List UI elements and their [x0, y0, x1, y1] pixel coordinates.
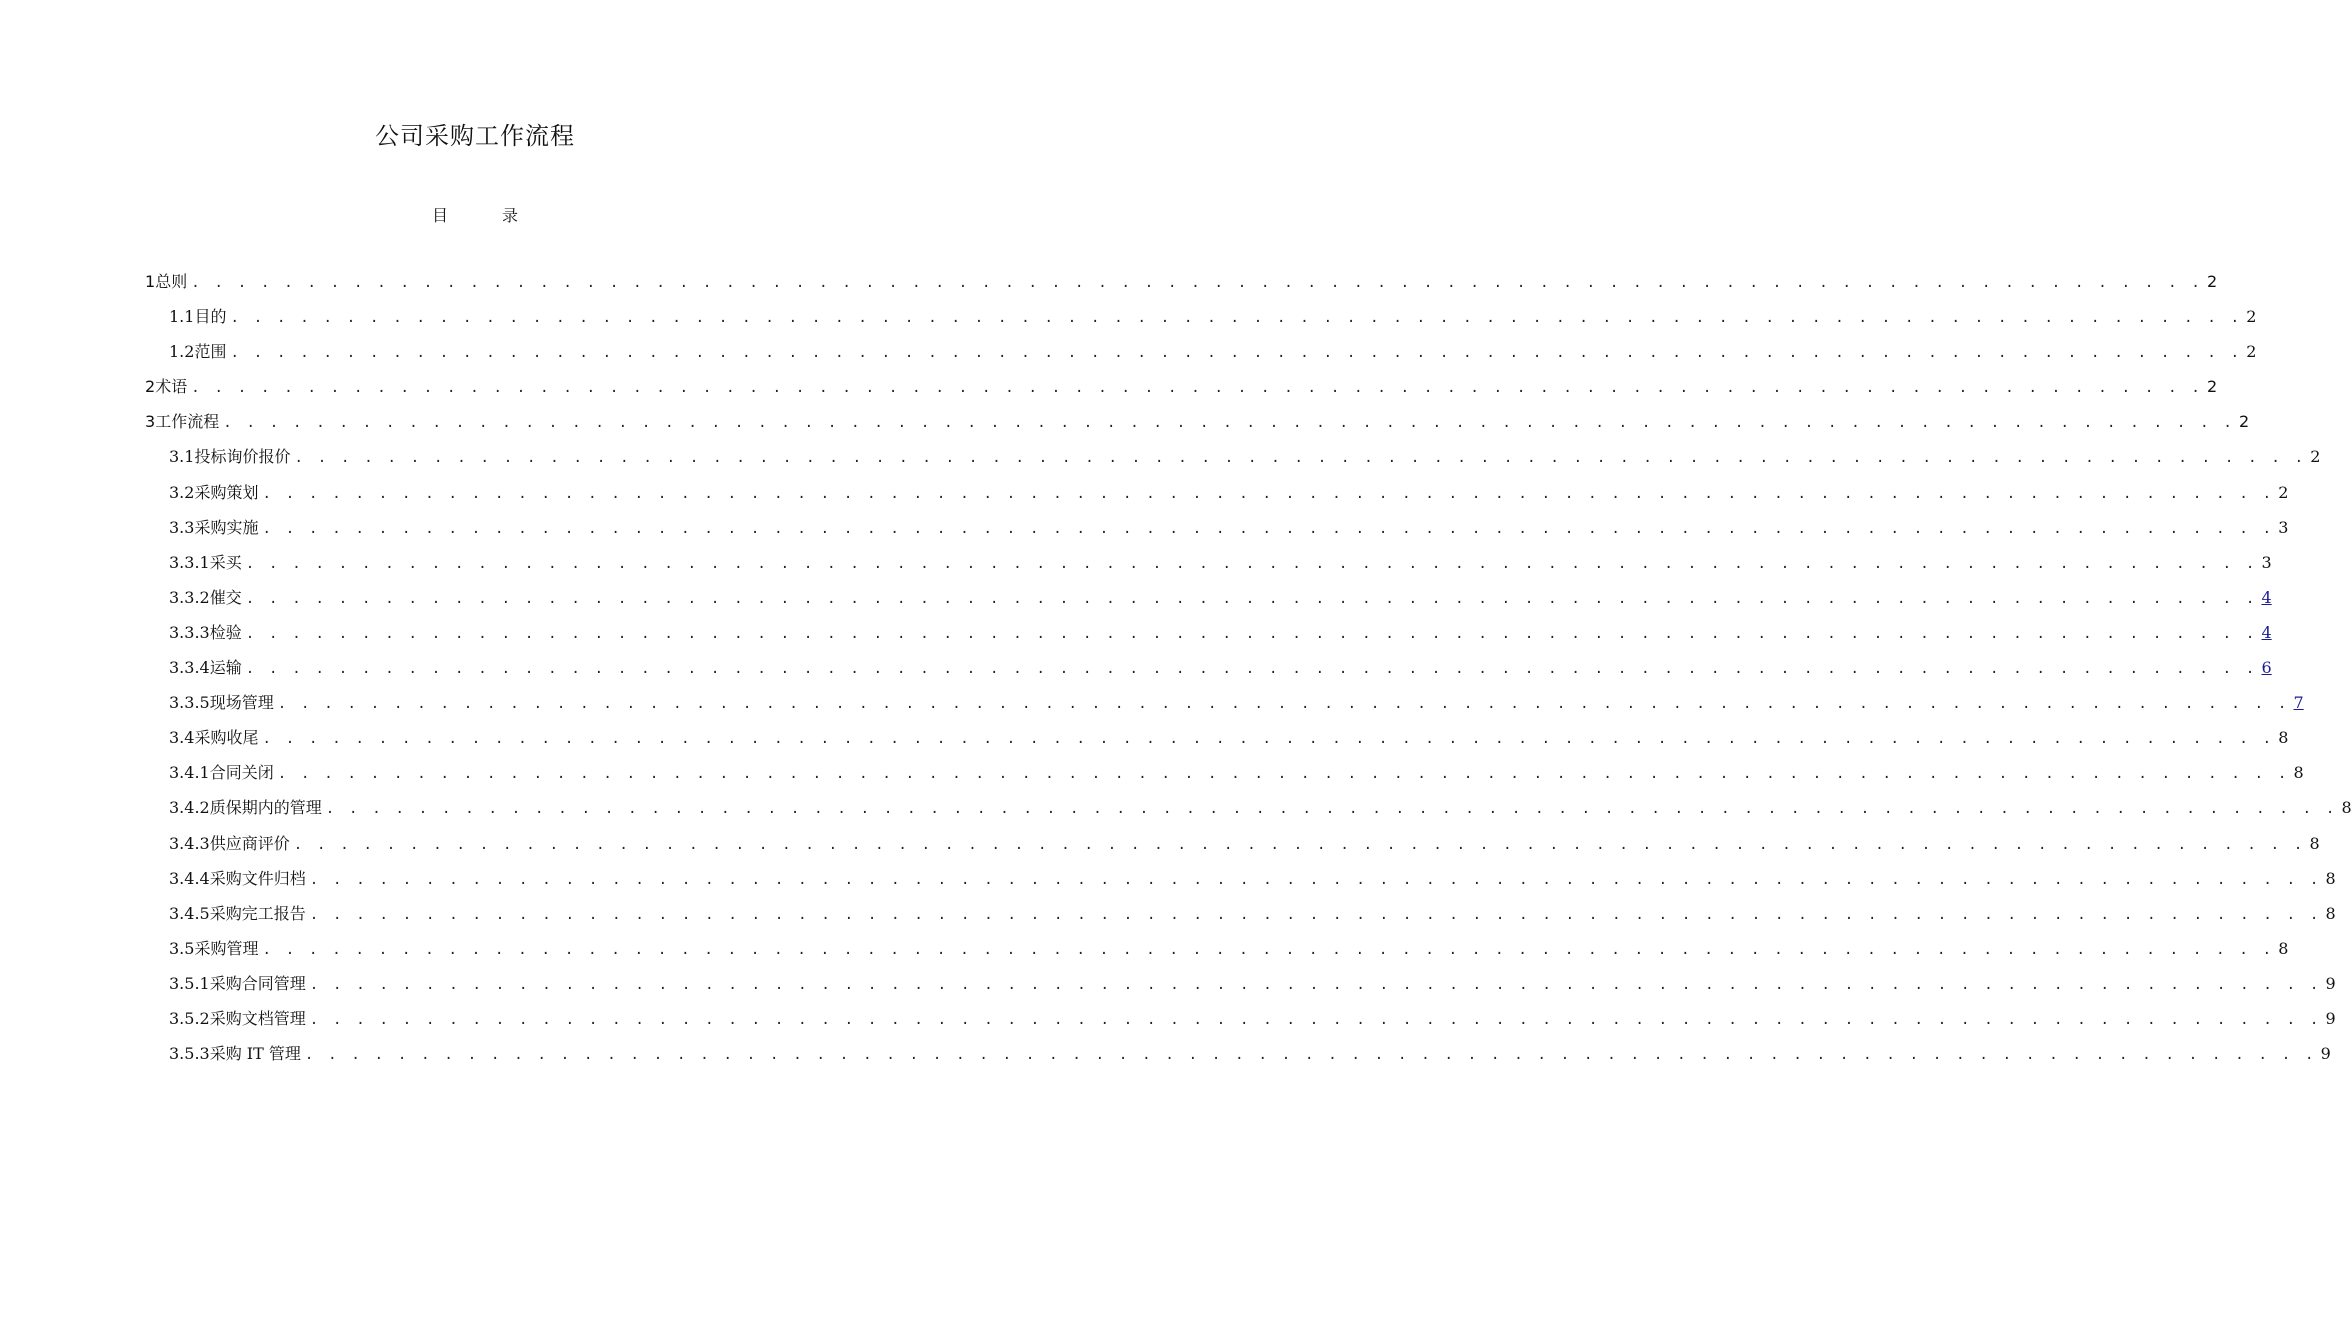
toc-heading	[0, 203, 950, 226]
toc-page-number: 9	[2325, 973, 2336, 993]
toc-page-number: 9	[2325, 1008, 2336, 1028]
toc-entry-label: 合同关闭	[209, 763, 274, 783]
toc-leader-dots: . . . . . . . . . . . . . . . . . . . . . . . . . . . . . . . . . . . . . . . . . . . . . . . . . . . . . . . . . . . . . . . . . . . . . . . . . . . . . . . . . . . . . . .	[309, 976, 2322, 993]
toc-entry-label: 质保期内的管理	[209, 798, 322, 818]
toc-page-number: 8	[2309, 833, 2320, 853]
toc-page-number: 8	[2325, 868, 2336, 888]
toc-entry-number: 3	[145, 412, 156, 432]
toc-entry[interactable]	[145, 1036, 2331, 1071]
toc-entry-label: 现场管理	[209, 693, 274, 713]
toc-entry[interactable]	[145, 896, 2336, 931]
toc-leader-dots: . . . . . . . . . . . . . . . . . . . . . . . . . . . . . . . . . . . . . . . . . . . . . . . . . . . . . . . . . . . . . . . . . . . . . . . . . . . . . . . . . . . . . . .	[325, 801, 2338, 818]
toc-entry-label: 采购实施	[194, 517, 259, 537]
toc-entry-label: 采购策划	[194, 482, 259, 502]
toc-page-number: 8	[2278, 728, 2289, 748]
toc-entry-number: 1	[145, 272, 156, 291]
toc-leader-dots: . . . . . . . . . . . . . . . . . . . . . . . . . . . . . . . . . . . . . . . . . . . . . . . . . . . . . . . . . . . . . . . . . . . . . . . . . . . . . . . . . . . . . . .	[309, 1011, 2322, 1028]
toc-entry-number: 3.4.3	[169, 833, 210, 853]
toc-page-number: 2	[2206, 272, 2218, 291]
toc-leader-dots: . . . . . . . . . . . . . . . . . . . . . . . . . . . . . . . . . . . . . . . . . . . . . . . . . . . . . . . . . . . . . . . . . . . . . . . . . . . . . . . . . . . . . . .	[245, 555, 2258, 572]
toc-entry-label: 采购文件归档	[209, 868, 306, 888]
toc-leader-dots: . . . . . . . . . . . . . . . . . . . . . . . . . . . . . . . . . . . . . . . . . . . . . . . . . . . . . . . . . . . . . . . . . . . . . . . . . . . . . . . . . . . . . . .	[277, 766, 2290, 783]
toc-leader-dots: . . . . . . . . . . . . . . . . . . . . . . . . . . . . . . . . . . . . . . . . . . . . . . . . . . . . . . . . . . . . . . . . . . . . . . . . . . . . . . . . . . . . . . .	[304, 1047, 2317, 1064]
toc-entry-label: 投标询价报价	[194, 447, 291, 467]
toc-entry-label: 采购管理	[194, 938, 259, 958]
toc-leader-dots: . . . . . . . . . . . . . . . . . . . . . . . . . . . . . . . . . . . . . . . . . . . . . . . . . . . . . . . . . . . . . . . . . . . . . . . . . . . . . . . . . . . . . . .	[262, 941, 2275, 958]
toc-leader-dots: . . . . . . . . . . . . . . . . . . . . . . . . . . . . . . . . . . . . . . . . . . . . . . . . . . . . . . . . . . . . . . . . . . . . . . . . . . . . . . . . . . . . . . .	[294, 450, 2307, 467]
toc-entry-number: 3.4.4	[169, 868, 210, 888]
toc-page-number: 2	[2246, 342, 2257, 362]
toc-entry-number: 3.3	[169, 517, 195, 537]
toc-entry-label: 采购文档管理	[209, 1008, 306, 1028]
toc-entry-label: 术语	[155, 377, 188, 397]
table-of-contents	[145, 264, 2352, 1071]
toc-entry-number: 3.4.5	[169, 903, 210, 923]
toc-entry-number: 3.3.3	[169, 622, 210, 642]
toc-leader-dots: . . . . . . . . . . . . . . . . . . . . . . . . . . . . . . . . . . . . . . . . . . . . . . . . . . . . . . . . . . . . . . . . . . . . . . . . . . . . . . . . . . . . . . .	[230, 345, 2243, 362]
toc-entry-label: 运输	[209, 658, 242, 678]
toc-page-number: 3	[2278, 517, 2289, 537]
toc-entry-number: 3.1	[169, 447, 195, 467]
toc-entry[interactable]	[145, 334, 2257, 369]
toc-entry-number: 3.3.4	[169, 658, 210, 678]
toc-entry[interactable]	[145, 580, 2272, 615]
toc-leader-dots: . . . . . . . . . . . . . . . . . . . . . . . . . . . . . . . . . . . . . . . . . . . . . . . . . . . . . . . . . . . . . . . . . . . . . . . . . . . . . . . . . . . . . . .	[262, 731, 2275, 748]
toc-leader-dots: . . . . . . . . . . . . . . . . . . . . . . . . . . . . . . . . . . . . . . . . . . . . . . . . . . . . . . . . . . . . . . . . . . . . . . . . . . . . . . . . . . . . . . .	[293, 836, 2306, 853]
toc-page-number: 3	[2261, 552, 2272, 572]
toc-entry-label: 供应商评价	[209, 833, 290, 853]
toc-leader-dots: . . . . . . . . . . . . . . . . . . . . . . . . . . . . . . . . . . . . . . . . . . . . . . . . . . . . . . . . . . . . . . . . . . . . . . . . . . . . . . . . . . . . . . .	[245, 625, 2258, 642]
toc-entry[interactable]	[145, 615, 2272, 650]
toc-entry-number: 3.4.2	[169, 798, 210, 818]
toc-entry-number: 3.3.2	[169, 587, 210, 607]
toc-entry-label: 采购合同管理	[209, 973, 306, 993]
toc-entry[interactable]	[145, 966, 2336, 1001]
toc-entry-number: 3.4	[169, 728, 195, 748]
toc-leader-dots: . . . . . . . . . . . . . . . . . . . . . . . . . . . . . . . . . . . . . . . . . . . . . . . . . . . . . . . . . . . . . . . . . . . . . . . . . . . . . . . . . . . . . . .	[262, 485, 2275, 502]
toc-page-number: 2	[2278, 482, 2289, 502]
toc-entry[interactable]	[145, 790, 2352, 825]
toc-entry-number: 3.5	[169, 938, 195, 958]
toc-entry-number: 3.4.1	[169, 763, 210, 783]
toc-entry[interactable]	[145, 720, 2289, 755]
toc-page-number: 8	[2278, 938, 2289, 958]
toc-entry-label: 总则	[155, 272, 188, 291]
toc-entry-number: 3.5.2	[169, 1008, 210, 1028]
toc-entry[interactable]	[145, 1001, 2336, 1036]
toc-entry-number: 3.2	[169, 482, 195, 502]
toc-entry[interactable]	[145, 545, 2272, 580]
toc-entry[interactable]	[145, 510, 2289, 545]
toc-leader-dots: . . . . . . . . . . . . . . . . . . . . . . . . . . . . . . . . . . . . . . . . . . . . . . . . . . . . . . . . . . . . . . . . . . . . . . . . . . . . . . . . . . . . . . .	[245, 661, 2258, 678]
toc-page-number: 8	[2293, 763, 2304, 783]
toc-entry-number: 3.3.5	[169, 693, 210, 713]
toc-heading-right: 录	[502, 206, 519, 225]
toc-page-link[interactable]: 4	[2261, 622, 2272, 642]
toc-page-number: 2	[2206, 377, 2218, 397]
toc-leader-dots: . . . . . . . . . . . . . . . . . . . . . . . . . . . . . . . . . . . . . . . . . . . . . . . . . . . . . . . . . . . . . . . . . . . . . . . . . . . . . . . . . . . . . . .	[309, 906, 2322, 923]
toc-entry[interactable]	[145, 299, 2257, 334]
toc-entry-number: 1.2	[169, 342, 195, 362]
toc-entry-label: 工作流程	[155, 412, 220, 432]
toc-entry[interactable]	[145, 931, 2289, 966]
toc-entry-label: 催交	[209, 587, 242, 607]
toc-leader-dots: . . . . . . . . . . . . . . . . . . . . . . . . . . . . . . . . . . . . . . . . . . . . . . . . . . . . . . . . . . . . . . . . . . . . . . . . . . . . . . . . . . . . . . .	[277, 696, 2290, 713]
toc-entry[interactable]	[145, 826, 2320, 861]
toc-entry-number: 3.5.1	[169, 973, 210, 993]
toc-entry-number: 3.3.1	[169, 552, 210, 572]
toc-leader-dots: . . . . . . . . . . . . . . . . . . . . . . . . . . . . . . . . . . . . . . . . . . . . . . . . . . . . . . . . . . . . . . . . . . . . . . . . . . . . . . . . . . . . . . .	[191, 380, 2203, 397]
toc-entry[interactable]	[145, 404, 2250, 439]
toc-leader-dots: . . . . . . . . . . . . . . . . . . . . . . . . . . . . . . . . . . . . . . . . . . . . . . . . . . . . . . . . . . . . . . . . . . . . . . . . . . . . . . . . . . . . . . .	[191, 275, 2203, 291]
toc-entry-number: 2	[145, 377, 156, 397]
toc-entry-label: 目的	[194, 307, 227, 327]
toc-entry[interactable]	[145, 650, 2272, 685]
toc-page-number: 8	[2341, 798, 2352, 818]
toc-page-number: 9	[2320, 1044, 2331, 1064]
toc-entry-number: 1.1	[169, 307, 195, 327]
toc-page-number: 2	[2238, 412, 2250, 432]
toc-heading-left: 目	[431, 206, 448, 225]
toc-leader-dots: . . . . . . . . . . . . . . . . . . . . . . . . . . . . . . . . . . . . . . . . . . . . . . . . . . . . . . . . . . . . . . . . . . . . . . . . . . . . . . . . . . . . . . .	[245, 590, 2258, 607]
document-title: 公司采购工作流程	[375, 122, 575, 150]
toc-entry[interactable]	[145, 685, 2304, 720]
toc-leader-dots: . . . . . . . . . . . . . . . . . . . . . . . . . . . . . . . . . . . . . . . . . . . . . . . . . . . . . . . . . . . . . . . . . . . . . . . . . . . . . . . . . . . . . . .	[309, 871, 2322, 888]
toc-entry-label: 采买	[209, 552, 242, 572]
toc-page-number: 8	[2325, 903, 2336, 923]
toc-entry-label: 采购 IT 管理	[209, 1044, 301, 1064]
toc-page-link[interactable]: 6	[2261, 658, 2272, 678]
toc-entry-number: 3.5.3	[169, 1044, 210, 1064]
toc-entry[interactable]	[145, 475, 2289, 510]
toc-leader-dots: . . . . . . . . . . . . . . . . . . . . . . . . . . . . . . . . . . . . . . . . . . . . . . . . . . . . . . . . . . . . . . . . . . . . . . . . . . . . . . . . . . . . . . .	[262, 520, 2275, 537]
toc-page-link[interactable]: 4	[2261, 587, 2272, 607]
toc-entry[interactable]	[145, 861, 2336, 896]
toc-entry[interactable]	[145, 439, 2321, 474]
toc-entry-label: 检验	[209, 622, 242, 642]
toc-page-number: 2	[2246, 307, 2257, 327]
toc-leader-dots: . . . . . . . . . . . . . . . . . . . . . . . . . . . . . . . . . . . . . . . . . . . . . . . . . . . . . . . . . . . . . . . . . . . . . . . . . . . . . . . . . . . . . . .	[223, 415, 2235, 432]
toc-page-link[interactable]: 7	[2293, 693, 2304, 713]
toc-entry-label: 采购收尾	[194, 728, 259, 748]
toc-entry[interactable]	[145, 264, 2218, 299]
toc-entry-label: 采购完工报告	[209, 903, 306, 923]
toc-entry[interactable]	[145, 755, 2304, 790]
toc-page-number: 2	[2310, 447, 2321, 467]
toc-entry-label: 范围	[194, 342, 227, 362]
toc-leader-dots: . . . . . . . . . . . . . . . . . . . . . . . . . . . . . . . . . . . . . . . . . . . . . . . . . . . . . . . . . . . . . . . . . . . . . . . . . . . . . . . . . . . . . . .	[230, 310, 2243, 327]
toc-entry[interactable]	[145, 369, 2218, 404]
